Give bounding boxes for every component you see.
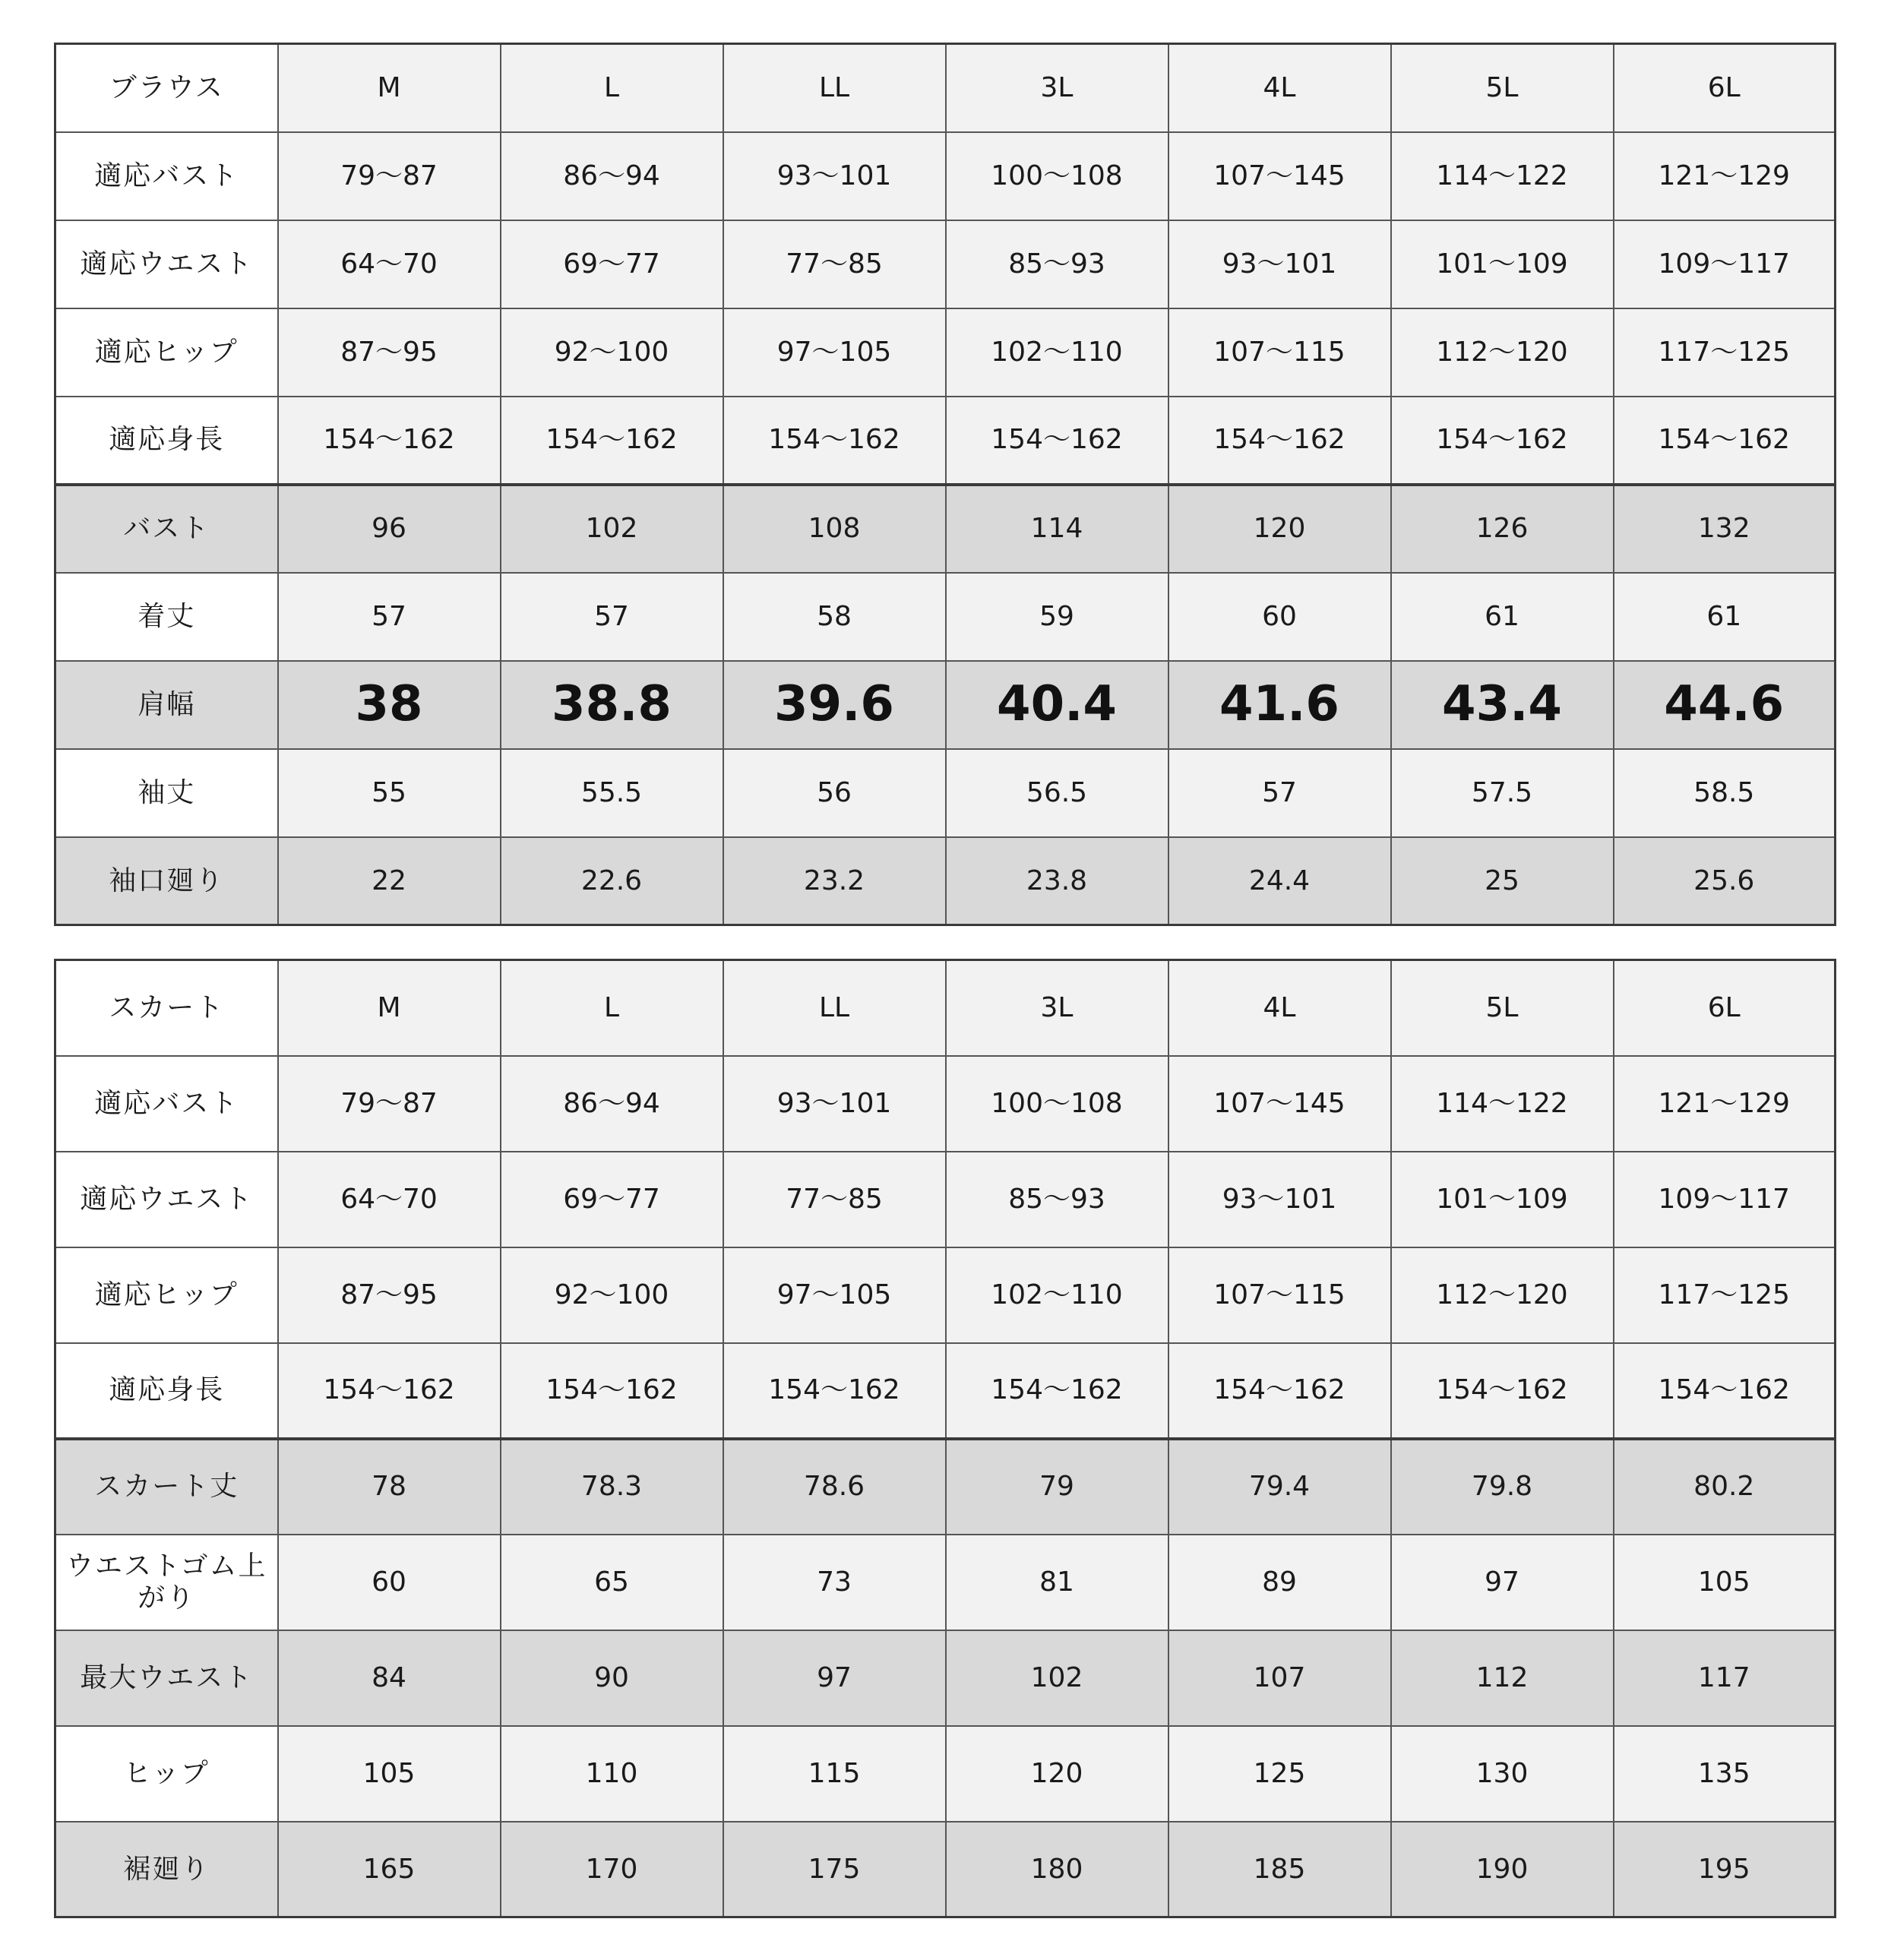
table-cell: 41.6: [1168, 661, 1391, 749]
table-cell: 110: [501, 1726, 723, 1822]
table-cell: 154～162: [1391, 1343, 1614, 1439]
size-header: 5L: [1391, 44, 1614, 132]
table-row: [55, 573, 1836, 661]
table-cell: 79.4: [1168, 1439, 1391, 1535]
table-cell: 77～85: [723, 1152, 946, 1247]
table-cell: 105: [1614, 1535, 1836, 1630]
table-row: [55, 661, 1836, 749]
table-cell: 86～94: [501, 132, 723, 220]
table-cell: 64～70: [278, 220, 501, 308]
table-cell: 85～93: [946, 1152, 1168, 1247]
table-cell: 57: [501, 573, 723, 661]
table-cell: 154～162: [723, 397, 946, 485]
table-cell: 154～162: [1168, 1343, 1391, 1439]
row-label: ウエストゴム上がり: [55, 1535, 278, 1630]
table-cell: 89: [1168, 1535, 1391, 1630]
table-row: [55, 132, 1836, 220]
table-cell: 58: [723, 573, 946, 661]
table-cell: 107～115: [1168, 1247, 1391, 1343]
table-cell: 55: [278, 749, 501, 837]
table-cell: 154～162: [1614, 397, 1836, 485]
size-header: L: [501, 44, 723, 132]
row-label: 適応身長: [55, 397, 278, 485]
table-cell: 61: [1614, 573, 1836, 661]
table-cell: 117～125: [1614, 1247, 1836, 1343]
size-header: 5L: [1391, 960, 1614, 1056]
table-cell: 102～110: [946, 308, 1168, 397]
table-cell: 154～162: [1168, 397, 1391, 485]
size-header: 3L: [946, 44, 1168, 132]
row-label: ヒップ: [55, 1726, 278, 1822]
table-cell: 96: [278, 485, 501, 573]
table-cell: 65: [501, 1535, 723, 1630]
table-cell: 92～100: [501, 308, 723, 397]
table-cell: 59: [946, 573, 1168, 661]
table-header-row: [55, 44, 1836, 132]
table-row: [55, 1535, 1836, 1630]
row-label: 適応身長: [55, 1343, 278, 1439]
table-cell: 78: [278, 1439, 501, 1535]
row-label: 袖丈: [55, 749, 278, 837]
table-row: [55, 1247, 1836, 1343]
table-row: [55, 397, 1836, 485]
table-cell: 100～108: [946, 1056, 1168, 1152]
size-header: 6L: [1614, 960, 1836, 1056]
table-cell: 60: [278, 1535, 501, 1630]
table-cell: 61: [1391, 573, 1614, 661]
row-label: 裾廻り: [55, 1822, 278, 1917]
table-cell: 56.5: [946, 749, 1168, 837]
skirt-size-table: [54, 959, 1836, 1918]
table-cell: 135: [1614, 1726, 1836, 1822]
table-cell: 40.4: [946, 661, 1168, 749]
table-cell: 154～162: [278, 397, 501, 485]
table-cell: 85～93: [946, 220, 1168, 308]
table-cell: 97～105: [723, 1247, 946, 1343]
table-cell: 79～87: [278, 132, 501, 220]
table-cell: 154～162: [501, 1343, 723, 1439]
size-header: M: [278, 44, 501, 132]
table-cell: 121～129: [1614, 132, 1836, 220]
table-cell: 115: [723, 1726, 946, 1822]
size-header: 6L: [1614, 44, 1836, 132]
table-cell: 79: [946, 1439, 1168, 1535]
table-cell: 107～145: [1168, 132, 1391, 220]
table-cell: 170: [501, 1822, 723, 1917]
table-row: [55, 749, 1836, 837]
table-row: [55, 308, 1836, 397]
table-cell: 132: [1614, 485, 1836, 573]
blouse-size-table: [54, 43, 1836, 926]
table-row: [55, 1630, 1836, 1726]
table-cell: 154～162: [1614, 1343, 1836, 1439]
size-header: LL: [723, 44, 946, 132]
table-cell: 87～95: [278, 308, 501, 397]
table-cell: 55.5: [501, 749, 723, 837]
table-row: [55, 1152, 1836, 1247]
row-label: スカート丈: [55, 1439, 278, 1535]
table-row: [55, 1056, 1836, 1152]
row-label: 適応ヒップ: [55, 308, 278, 397]
table-cell: 97: [1391, 1535, 1614, 1630]
table-cell: 78.3: [501, 1439, 723, 1535]
table-cell: 102: [501, 485, 723, 573]
table-cell: 22.6: [501, 837, 723, 925]
table-cell: 87～95: [278, 1247, 501, 1343]
blouse-table-body: [55, 44, 1836, 925]
table-cell: 79.8: [1391, 1439, 1614, 1535]
table-cell: 69～77: [501, 1152, 723, 1247]
row-label: 肩幅: [55, 661, 278, 749]
table-cell: 109～117: [1614, 220, 1836, 308]
table-cell: 101～109: [1391, 220, 1614, 308]
table-row: [55, 1726, 1836, 1822]
row-label: 袖口廻り: [55, 837, 278, 925]
table-cell: 114～122: [1391, 1056, 1614, 1152]
table-cell: 56: [723, 749, 946, 837]
table-cell: 24.4: [1168, 837, 1391, 925]
table-title: スカート: [55, 960, 278, 1056]
row-label: 適応バスト: [55, 132, 278, 220]
table-cell: 130: [1391, 1726, 1614, 1822]
row-label: 適応バスト: [55, 1056, 278, 1152]
table-cell: 57: [278, 573, 501, 661]
table-cell: 109～117: [1614, 1152, 1836, 1247]
table-cell: 93～101: [1168, 220, 1391, 308]
table-cell: 25.6: [1614, 837, 1836, 925]
table-cell: 93～101: [723, 132, 946, 220]
table-cell: 97: [723, 1630, 946, 1726]
table-cell: 121～129: [1614, 1056, 1836, 1152]
table-row: [55, 220, 1836, 308]
table-cell: 92～100: [501, 1247, 723, 1343]
table-cell: 38: [278, 661, 501, 749]
table-cell: 23.8: [946, 837, 1168, 925]
table-row: [55, 1822, 1836, 1917]
table-cell: 108: [723, 485, 946, 573]
table-cell: 22: [278, 837, 501, 925]
size-header: M: [278, 960, 501, 1056]
table-row: [55, 837, 1836, 925]
table-cell: 102: [946, 1630, 1168, 1726]
table-row: [55, 1439, 1836, 1535]
table-cell: 105: [278, 1726, 501, 1822]
table-cell: 69～77: [501, 220, 723, 308]
table-cell: 195: [1614, 1822, 1836, 1917]
table-cell: 93～101: [1168, 1152, 1391, 1247]
row-label: 最大ウエスト: [55, 1630, 278, 1726]
table-cell: 73: [723, 1535, 946, 1630]
row-label: 適応ヒップ: [55, 1247, 278, 1343]
table-cell: 154～162: [946, 1343, 1168, 1439]
table-cell: 117～125: [1614, 308, 1836, 397]
table-row: [55, 1343, 1836, 1439]
size-header: L: [501, 960, 723, 1056]
table-cell: 107: [1168, 1630, 1391, 1726]
table-cell: 60: [1168, 573, 1391, 661]
size-header: 4L: [1168, 960, 1391, 1056]
row-label: バスト: [55, 485, 278, 573]
size-header: 3L: [946, 960, 1168, 1056]
table-cell: 180: [946, 1822, 1168, 1917]
row-label: 着丈: [55, 573, 278, 661]
table-cell: 102～110: [946, 1247, 1168, 1343]
table-cell: 93～101: [723, 1056, 946, 1152]
table-cell: 114～122: [1391, 132, 1614, 220]
table-cell: 81: [946, 1535, 1168, 1630]
table-cell: 77～85: [723, 220, 946, 308]
table-cell: 58.5: [1614, 749, 1836, 837]
skirt-table-body: [55, 960, 1836, 1917]
table-cell: 120: [1168, 485, 1391, 573]
table-cell: 44.6: [1614, 661, 1836, 749]
table-cell: 38.8: [501, 661, 723, 749]
table-cell: 112: [1391, 1630, 1614, 1726]
table-cell: 190: [1391, 1822, 1614, 1917]
table-cell: 112～120: [1391, 1247, 1614, 1343]
table-row: [55, 485, 1836, 573]
table-cell: 43.4: [1391, 661, 1614, 749]
table-cell: 100～108: [946, 132, 1168, 220]
row-label: 適応ウエスト: [55, 220, 278, 308]
table-cell: 84: [278, 1630, 501, 1726]
table-cell: 57: [1168, 749, 1391, 837]
table-cell: 126: [1391, 485, 1614, 573]
table-cell: 80.2: [1614, 1439, 1836, 1535]
table-cell: 57.5: [1391, 749, 1614, 837]
table-cell: 154～162: [723, 1343, 946, 1439]
size-header: LL: [723, 960, 946, 1056]
table-cell: 107～115: [1168, 308, 1391, 397]
table-cell: 117: [1614, 1630, 1836, 1726]
table-cell: 112～120: [1391, 308, 1614, 397]
table-title: ブラウス: [55, 44, 278, 132]
table-cell: 125: [1168, 1726, 1391, 1822]
table-cell: 78.6: [723, 1439, 946, 1535]
table-cell: 154～162: [278, 1343, 501, 1439]
table-cell: 185: [1168, 1822, 1391, 1917]
table-cell: 64～70: [278, 1152, 501, 1247]
table-cell: 154～162: [1391, 397, 1614, 485]
table-cell: 107～145: [1168, 1056, 1391, 1152]
size-header: 4L: [1168, 44, 1391, 132]
table-cell: 120: [946, 1726, 1168, 1822]
table-cell: 154～162: [501, 397, 723, 485]
table-cell: 101～109: [1391, 1152, 1614, 1247]
table-cell: 175: [723, 1822, 946, 1917]
table-header-row: [55, 960, 1836, 1056]
table-cell: 79～87: [278, 1056, 501, 1152]
table-cell: 90: [501, 1630, 723, 1726]
table-cell: 25: [1391, 837, 1614, 925]
table-cell: 114: [946, 485, 1168, 573]
row-label: 適応ウエスト: [55, 1152, 278, 1247]
table-cell: 23.2: [723, 837, 946, 925]
table-cell: 39.6: [723, 661, 946, 749]
table-cell: 97～105: [723, 308, 946, 397]
table-cell: 154～162: [946, 397, 1168, 485]
table-cell: 86～94: [501, 1056, 723, 1152]
table-cell: 165: [278, 1822, 501, 1917]
